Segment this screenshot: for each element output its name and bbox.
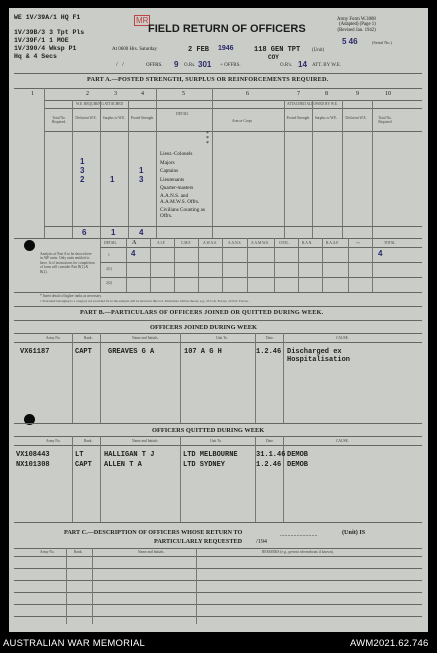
unit-line: 1V/39F/1 1 MOE: [14, 37, 69, 44]
grid-line: [212, 88, 213, 238]
grid-line: [14, 333, 422, 334]
grid-header: A.W.A.S.: [203, 241, 217, 245]
officer-name: ALLEN T A: [104, 461, 142, 469]
grid-header: C.M.F.: [181, 241, 191, 245]
col3-values: 1: [110, 175, 115, 184]
grid-line: [66, 548, 67, 624]
grid-line: [198, 238, 199, 292]
total-col3: 1: [111, 228, 116, 237]
subhead: Posted Strength: [130, 116, 154, 120]
grid-line: [180, 333, 181, 423]
col-header: CAUSE.: [336, 336, 349, 340]
part-c-date: /194: [256, 538, 268, 545]
part-c-title: PART C.—DESCRIPTION OF OFFICERS WHOSE RETURN TO: [64, 529, 243, 536]
divider: [14, 73, 422, 74]
offrs-b-label: + OFFRS.: [220, 63, 241, 68]
grid-line: [72, 333, 73, 423]
part-c-dots: .........................: [280, 532, 318, 538]
part-c-title2: PARTICULARLY REQUESTED: [154, 538, 243, 545]
unit-line: Hq & 4 Secs: [14, 53, 57, 60]
grid-line: [150, 238, 151, 292]
subhead: Surplus to W.E.: [102, 116, 126, 120]
unit-name: 118 GEN TPT: [254, 46, 301, 54]
rank: CAPT: [75, 461, 92, 469]
subhead: Surplus to W.E.: [314, 116, 338, 120]
footnote-1: * Insert detail of higher ranks as necessary.: [40, 294, 102, 298]
grid-row-label: 2(1): [106, 267, 112, 271]
col-number: 8: [325, 91, 328, 97]
offrs-label: OFFRS.: [146, 63, 163, 68]
archive-footer: [0, 635, 437, 653]
grid-line: [14, 548, 422, 549]
grid-header: A.A.M.W.S.: [251, 241, 269, 245]
grid-row-label: 2(2): [106, 281, 112, 285]
subhead: Total No. Required: [378, 116, 392, 124]
grid-line: [283, 333, 284, 423]
officer-name: GREAVES G A: [108, 348, 155, 356]
grid-line: [283, 436, 284, 522]
col-header: Rank.: [74, 550, 83, 554]
grid-line: [14, 592, 422, 593]
grid-line: [14, 568, 422, 569]
grid-line: [196, 548, 197, 624]
col-header: Date.: [266, 439, 274, 443]
subhead: DETAIL: [176, 112, 189, 116]
rank-label: Quarter-masters: [160, 185, 194, 192]
army-form-ref: Army Form W.3008 (Adapted) (Page 1) (Revised Jan. 1942): [337, 17, 376, 33]
col-number: 10: [385, 91, 391, 97]
ranks-list: [160, 150, 212, 219]
subhead: Total No. Required.: [51, 116, 67, 124]
unit-name-extra: COY: [268, 54, 279, 61]
return-date: 2 FEB: [188, 46, 210, 54]
grid-line: [14, 445, 422, 446]
grid-line: [100, 333, 101, 423]
grid-line: [14, 423, 422, 424]
col-number: 2: [86, 91, 89, 97]
footnote-2: † Personnel belonging to a category not provided for in the analysis will be shown in this Col. Particulars will be shown, e.g., 25 U.K. Forces, 10 N.Z. Forces.: [40, 299, 249, 303]
unit: LTD SYDNEY: [183, 461, 226, 469]
col-header: Date.: [266, 336, 274, 340]
rank-dots: * * *: [206, 131, 209, 147]
rank-label: Majors: [160, 159, 175, 166]
date: 1.2.46: [256, 348, 282, 356]
grid-line: [72, 100, 73, 238]
quitted-title: OFFICERS QUITTED DURING WEEK: [152, 427, 265, 434]
grid-line: [247, 238, 248, 292]
form-title: FIELD RETURN OF OFFICERS: [148, 23, 306, 35]
part-c-unit: (Unit) IS: [342, 529, 366, 536]
grid-line: [14, 580, 422, 581]
grid-header: A.I.F.: [157, 241, 166, 245]
part-a-title: PART A.—POSTED STRENGTH, SURPLUS OR REINFORCEMENTS REQUIRED.: [87, 76, 329, 83]
grid-line: [14, 604, 422, 605]
grid-line: [14, 616, 422, 617]
grid-header: R.A.A.F.: [326, 241, 339, 245]
col-header: Army No.: [46, 336, 61, 340]
return-year: 1946: [218, 45, 234, 52]
part-b-title: PART B.—PARTICULARS OF OFFICERS JOINED OR QUITTED DURING WEEK.: [80, 309, 324, 316]
officer-name: HALLIGAN T J: [104, 451, 155, 459]
grid-line: [298, 238, 299, 292]
col-number: 7: [297, 91, 300, 97]
grid-line: [274, 238, 275, 292]
col-header: REMARKS (e.g., present whereabouts if known).: [262, 550, 334, 554]
analysis-note: Analysis of Part A to be shown here in AIF units. Only units entitled to have. It of instructions for completion of form will consider Part B(1) & B(2).: [40, 252, 95, 274]
archive-id: AWM2021.62.746: [350, 638, 429, 649]
grid-a-value: 4: [131, 249, 136, 258]
archive-name: AUSTRALIAN WAR MEMORIAL: [3, 638, 146, 649]
total-col4: 4: [139, 228, 144, 237]
unit-line: 1V/39B/3 3 Tpt Pls: [14, 29, 85, 36]
ors-label: O.Rs.: [184, 63, 196, 68]
army-no: VX61187: [20, 348, 50, 356]
subhead: Posted Strength: [286, 116, 310, 120]
col1-values: 1 3 2: [80, 157, 85, 184]
unit-line: 1V/390/4 Wksp P1: [14, 45, 77, 52]
ors-value: 301: [198, 60, 212, 69]
divider: [14, 522, 422, 523]
grid-line: [284, 100, 285, 238]
grid-line: [100, 100, 101, 238]
offrs-value: 9: [174, 60, 179, 69]
col-header: Unit To.: [210, 439, 222, 443]
joined-title: OFFICERS JOINED DURING WEEK: [150, 324, 257, 331]
serial-number: 5 46: [342, 37, 358, 46]
grid-line: [44, 88, 45, 238]
col-header: Name and Initials.: [138, 550, 165, 554]
grid-header: A: [132, 240, 137, 246]
rank-label: Captains: [160, 168, 179, 175]
divider: [14, 88, 422, 89]
unit-line: WE 1V/39A/1 HQ F1: [14, 14, 81, 21]
divider: [14, 320, 422, 321]
unit-we-block: [14, 14, 84, 61]
we-header: W.E. REQUIRING ATTACHED: [76, 102, 124, 106]
punch-hole: [24, 240, 35, 251]
cause: DEMOB: [287, 461, 309, 469]
grid-line: [14, 238, 422, 239]
grid-line: [100, 277, 422, 278]
col-number: 6: [246, 91, 249, 97]
grid-line: [372, 100, 373, 238]
grid-line: [174, 238, 175, 292]
cause: DEMOB: [287, 451, 309, 459]
grid-header: CIVIL.: [279, 241, 290, 245]
col-number: 4: [141, 91, 144, 97]
ors-b-value: 14: [298, 60, 307, 69]
subhead: Deficient W.E.: [345, 116, 367, 120]
grid-line: [180, 436, 181, 522]
grid-line: [14, 436, 422, 437]
grid-total-value: 4: [378, 249, 383, 258]
attached-header: ATTACHED ALLOWED BY W.E.: [287, 102, 338, 106]
col4-values: 1 3: [139, 166, 144, 184]
grid-line: [100, 436, 101, 522]
subhead: Arm or Corps: [232, 119, 252, 123]
grid-line: [126, 238, 127, 292]
col-header: Rank.: [84, 336, 93, 340]
grid-line: [372, 238, 373, 292]
cause: Discharged ex Hospitalisation: [287, 348, 351, 364]
grid-line: [14, 292, 422, 293]
rank-label: A.A.N.S. and A.A.M.W.S. Offrs.: [160, 192, 200, 205]
rank-label: Lieutenants: [160, 176, 185, 183]
att-by-label: ATT. BY W.E.: [312, 63, 342, 68]
army-no: NX101308: [16, 461, 50, 469]
unit-label: (Unit): [312, 48, 325, 53]
grid-line: [92, 548, 93, 624]
subhead: Deficient W.E.: [75, 116, 97, 120]
rank: LT: [75, 451, 84, 459]
col-number: 3: [114, 91, 117, 97]
grid-line: [100, 247, 422, 248]
grid-line: [322, 238, 323, 292]
grid-header: DETAIL: [104, 241, 117, 245]
col-header: Army No.: [40, 550, 55, 554]
grid-line: [222, 238, 223, 292]
col-header: Rank.: [84, 439, 93, 443]
col-number: 1: [31, 91, 34, 97]
col-number: 5: [182, 91, 185, 97]
grid-line: [14, 556, 422, 557]
date: 1.2.46: [256, 461, 282, 469]
total-col1: 6: [82, 228, 87, 237]
grid-header: R.A.N.: [302, 241, 313, 245]
grid-line: [255, 333, 256, 423]
office-stamp: MR: [136, 16, 149, 25]
unit: 107 A G H: [184, 348, 222, 356]
col-number: 9: [356, 91, 359, 97]
col-header: Army No.: [46, 439, 61, 443]
date-slashes: / /: [116, 62, 124, 68]
at-hrs-label: At 0600 Hrs. Saturday: [112, 47, 157, 52]
grid-line: [44, 226, 422, 227]
grid-header: ++: [356, 241, 361, 245]
grid-line: [100, 262, 422, 263]
col-header: Name and Initials.: [132, 439, 159, 443]
divider: [14, 306, 422, 307]
col-header: CAUSE.: [336, 439, 349, 443]
col-header: Name and Initials.: [132, 336, 159, 340]
grid-line: [156, 88, 157, 238]
rank-label: Lieut.-Colonels: [160, 151, 193, 157]
army-no: VX108443: [16, 451, 50, 459]
grid-line: [312, 100, 313, 238]
rank-label: Civilians Counting as Offrs.: [160, 206, 205, 219]
serial-label: (Serial No.): [372, 40, 392, 45]
grid-header: A.A.N.S.: [228, 241, 242, 245]
grid-line: [255, 436, 256, 522]
grid-line: [342, 100, 343, 238]
grid-header: TOTAL: [384, 241, 396, 245]
grid-line: [14, 342, 422, 343]
grid-line: [128, 100, 129, 238]
rank: CAPT: [75, 348, 92, 356]
col-header: Unit To.: [216, 336, 228, 340]
grid-line: [72, 436, 73, 522]
unit: LTD MELBOURNE: [183, 451, 238, 459]
ors-b-label: O.R's.: [280, 63, 293, 68]
grid-row-label: 1: [108, 253, 110, 257]
grid-line: [348, 238, 349, 292]
date: 31.1.46: [256, 451, 286, 459]
